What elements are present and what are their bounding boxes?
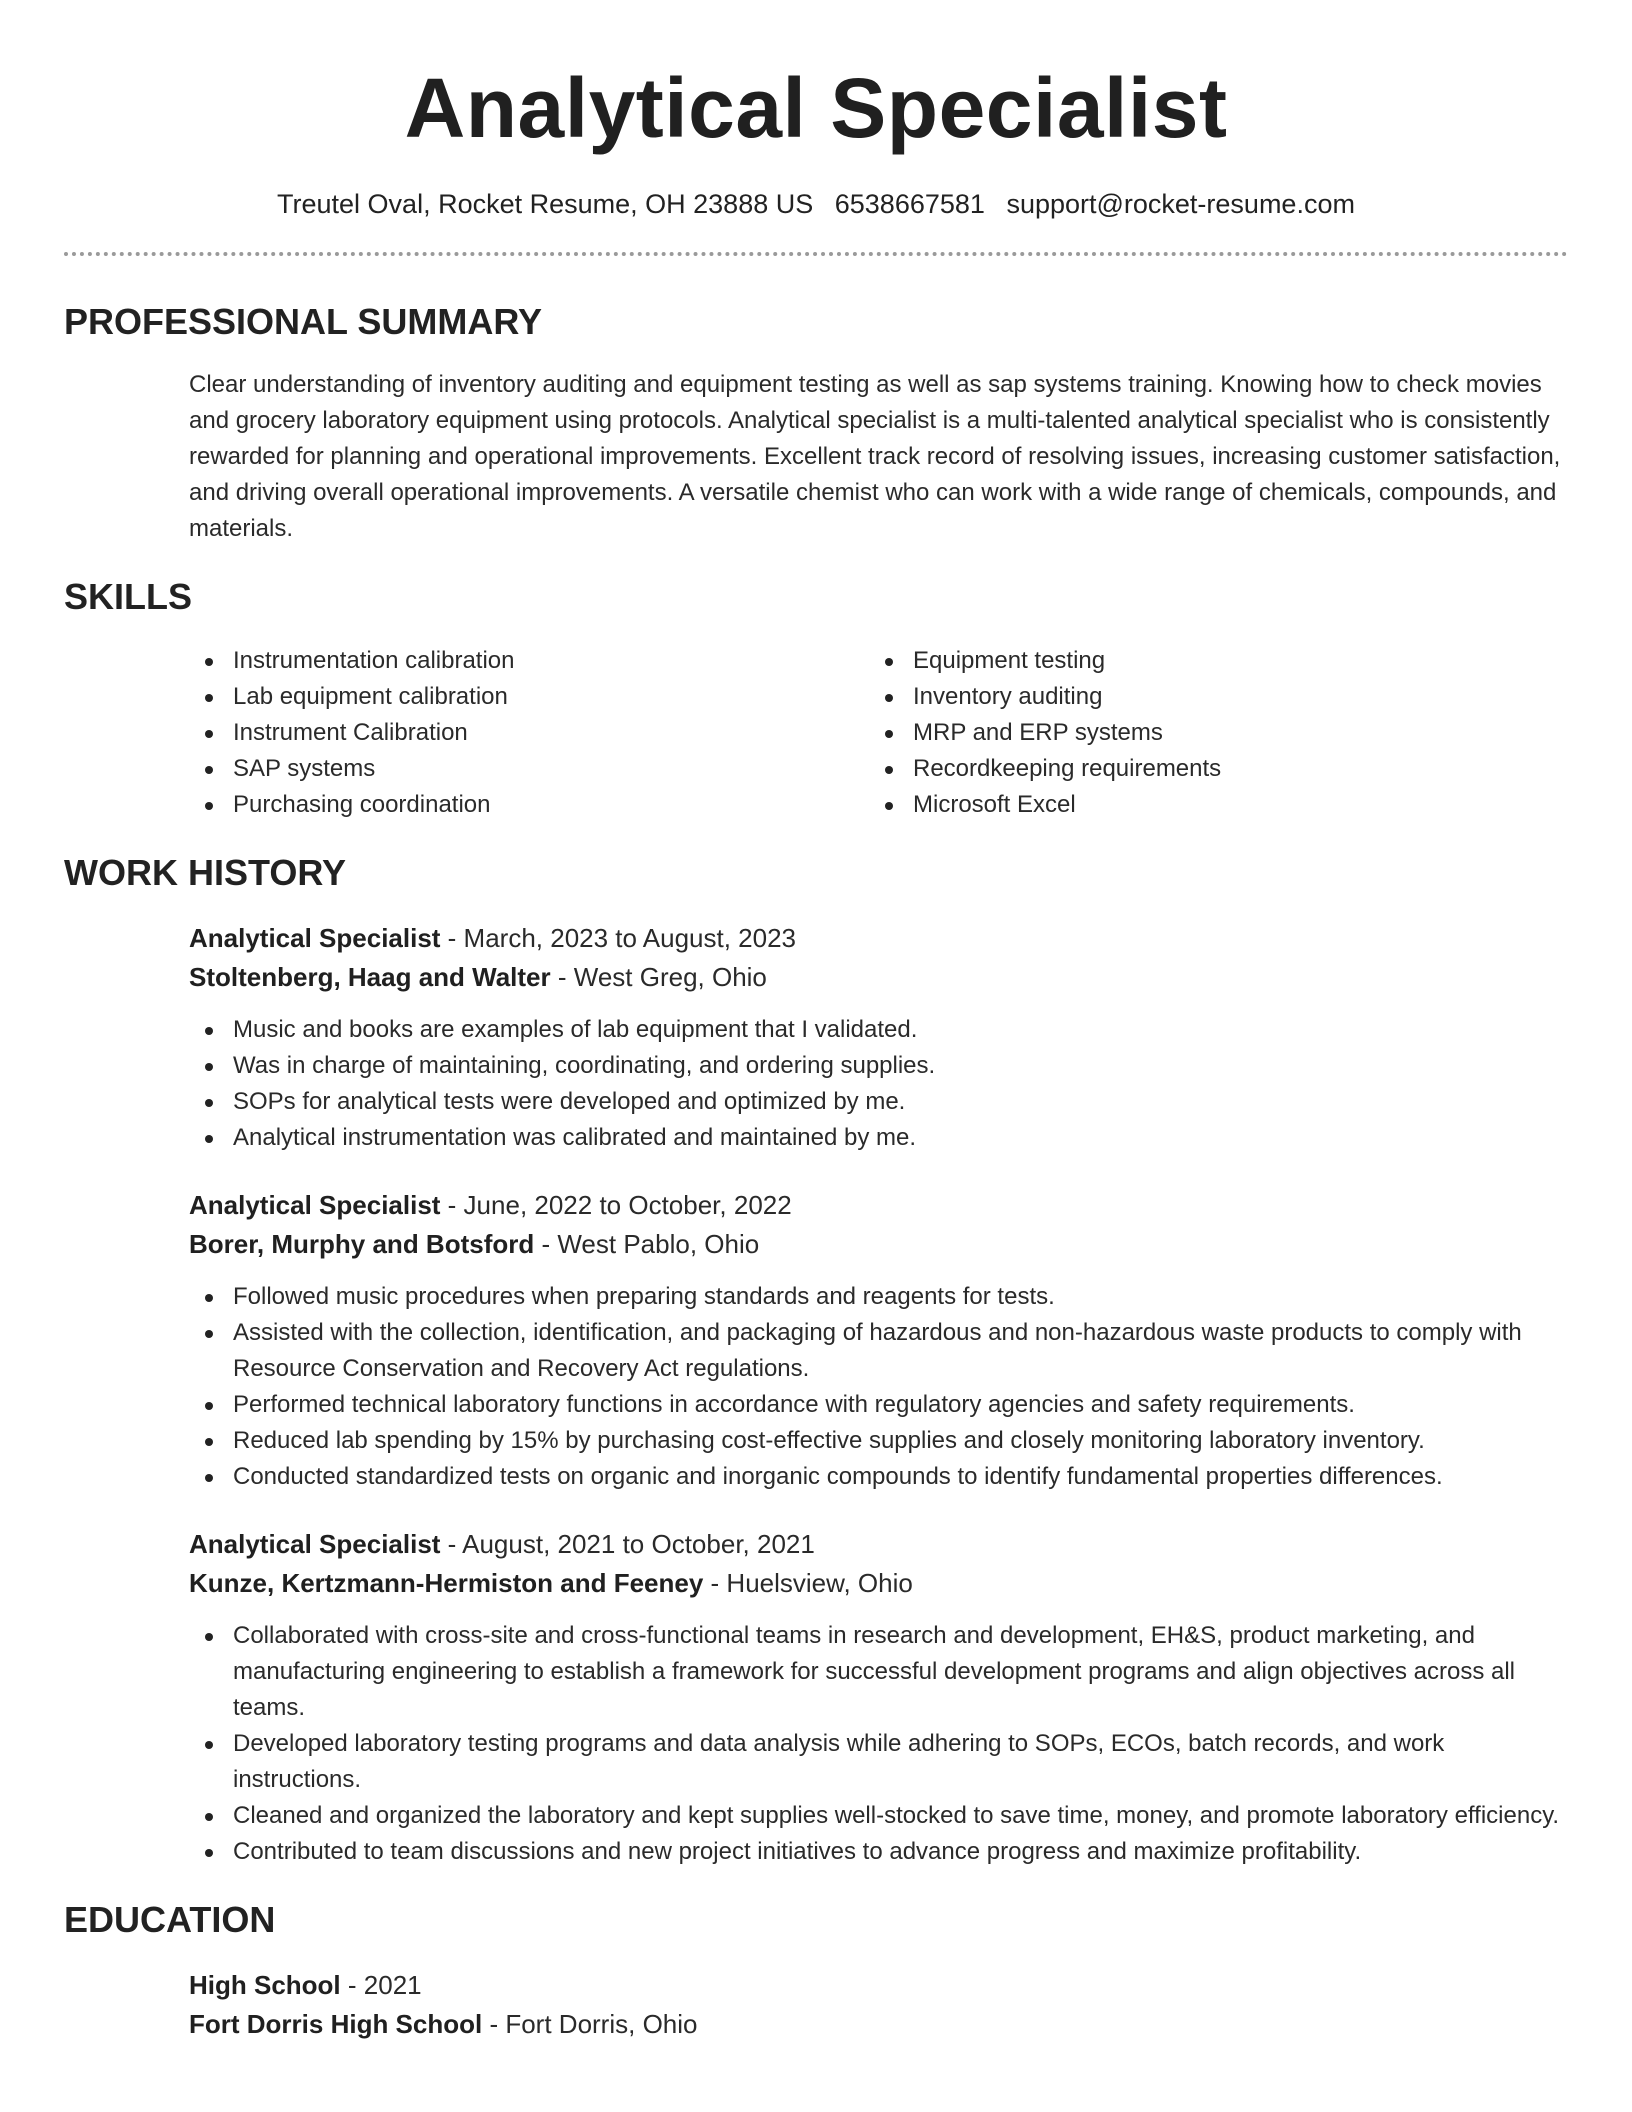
- candidate-name: Analytical Specialist: [404, 61, 1228, 155]
- education-school: Fort Dorris High School: [189, 2009, 483, 2039]
- job-role: Analytical Specialist: [189, 923, 441, 953]
- header-divider: [64, 252, 1568, 256]
- skills-grid: [189, 643, 1568, 823]
- job-bullets: [189, 1279, 1568, 1495]
- job-location: - Huelsview, Ohio: [703, 1568, 913, 1598]
- work-history-section: [64, 851, 1568, 1870]
- job-bullet: Conducted standardized tests on organic and inorganic compounds to identify fundamental properties differences.: [189, 1459, 1568, 1495]
- resume-page: [64, 0, 1568, 2044]
- skill-item: Microsoft Excel: [869, 787, 1549, 823]
- job-dates: - June, 2022 to October, 2022: [440, 1190, 792, 1220]
- job-dates: - August, 2021 to October, 2021: [440, 1529, 815, 1559]
- address-text: Treutel Oval, Rocket Resume, OH 23888 US: [277, 189, 814, 219]
- job-company: Stoltenberg, Haag and Walter: [189, 962, 551, 992]
- skill-item: Instrumentation calibration: [189, 643, 869, 679]
- job-entry: [189, 919, 1568, 1156]
- education-year: - 2021: [340, 1970, 422, 2000]
- job-bullet: Contributed to team discussions and new project initiatives to advance progress and maximize profitability.: [189, 1834, 1568, 1870]
- education-section: [64, 1898, 1568, 2044]
- job-role: Analytical Specialist: [189, 1190, 441, 1220]
- education-location: - Fort Dorris, Ohio: [482, 2009, 698, 2039]
- job-location: - West Greg, Ohio: [550, 962, 767, 992]
- job-role: Analytical Specialist: [189, 1529, 441, 1559]
- job-company-line: [189, 1225, 1568, 1264]
- job-bullet: Cleaned and organized the laboratory and kept supplies well-stocked to save time, money, and promote laboratory efficiency.: [189, 1798, 1568, 1834]
- job-company: Kunze, Kertzmann-Hermiston and Feeney: [189, 1568, 704, 1598]
- skill-item: MRP and ERP systems: [869, 715, 1549, 751]
- education-heading: EDUCATION: [64, 1899, 276, 1940]
- job-bullet: Collaborated with cross-site and cross-functional teams in research and development, EH&S, product marketing, and manufacturing engineering to establish a framework for successful development programs and align objectives across all teams.: [189, 1618, 1568, 1726]
- job-title-line: [189, 1186, 1568, 1225]
- skills-column-left: [189, 643, 869, 823]
- job-bullet: Developed laboratory testing programs and data analysis while adhering to SOPs, ECOs, batch records, and work instructions.: [189, 1726, 1568, 1798]
- job-bullet: SOPs for analytical tests were developed and optimized by me.: [189, 1084, 1568, 1120]
- job-bullet: Analytical instrumentation was calibrated and maintained by me.: [189, 1120, 1568, 1156]
- phone-text: 6538667581: [834, 189, 985, 219]
- job-bullet: Performed technical laboratory functions in accordance with regulatory agencies and safety requirements.: [189, 1387, 1568, 1423]
- skill-item: Lab equipment calibration: [189, 679, 869, 715]
- skills-column-right: [869, 643, 1549, 823]
- skill-item: SAP systems: [189, 751, 869, 787]
- job-entry: [189, 1186, 1568, 1495]
- summary-heading: PROFESSIONAL SUMMARY: [64, 301, 543, 342]
- contact-line: [64, 186, 1568, 222]
- skill-item: Equipment testing: [869, 643, 1549, 679]
- job-bullet: Reduced lab spending by 15% by purchasing cost-effective supplies and closely monitoring laboratory inventory.: [189, 1423, 1568, 1459]
- job-bullet: Assisted with the collection, identification, and packaging of hazardous and non-hazardous waste products to comply with Resource Conservation and Recovery Act regulations.: [189, 1315, 1568, 1387]
- skills-heading: SKILLS: [64, 576, 193, 617]
- education-entry: [189, 1966, 1568, 2044]
- skill-item: Instrument Calibration: [189, 715, 869, 751]
- job-bullet: Was in charge of maintaining, coordinating, and ordering supplies.: [189, 1048, 1568, 1084]
- job-title-line: [189, 919, 1568, 958]
- job-bullets: [189, 1012, 1568, 1156]
- job-company-line: [189, 958, 1568, 997]
- job-bullet: Music and books are examples of lab equipment that I validated.: [189, 1012, 1568, 1048]
- summary-section: [64, 300, 1568, 547]
- job-company-line: [189, 1564, 1568, 1603]
- skill-item: Purchasing coordination: [189, 787, 869, 823]
- job-bullet: Followed music procedures when preparing standards and reagents for tests.: [189, 1279, 1568, 1315]
- job-location: - West Pablo, Ohio: [534, 1229, 760, 1259]
- education-degree: High School: [189, 1970, 341, 2000]
- job-dates: - March, 2023 to August, 2023: [440, 923, 797, 953]
- skill-item: Recordkeeping requirements: [869, 751, 1549, 787]
- education-degree-line: [189, 1966, 1568, 2005]
- summary-text: Clear understanding of inventory auditing and equipment testing as well as sap systems training. Knowing how to check movies and grocery laboratory equipment using protocols. Analytical specialist is a multi-talented analytical specialist who is consistently rewarded for planning and operational improvements. Excellent track record of resolving issues, increasing customer satisfaction, and driving overall operational improvements. A versatile chemist who can work with a wide range of chemicals, compounds, and materials.: [189, 371, 1561, 542]
- email-text: support@rocket-resume.com: [1006, 189, 1355, 219]
- skill-item: Inventory auditing: [869, 679, 1549, 715]
- education-school-line: [189, 2005, 1568, 2044]
- skills-section: [64, 575, 1568, 823]
- job-company: Borer, Murphy and Botsford: [189, 1229, 535, 1259]
- job-bullets: [189, 1618, 1568, 1870]
- job-entry: [189, 1525, 1568, 1870]
- work-history-heading: WORK HISTORY: [64, 852, 347, 893]
- job-title-line: [189, 1525, 1568, 1564]
